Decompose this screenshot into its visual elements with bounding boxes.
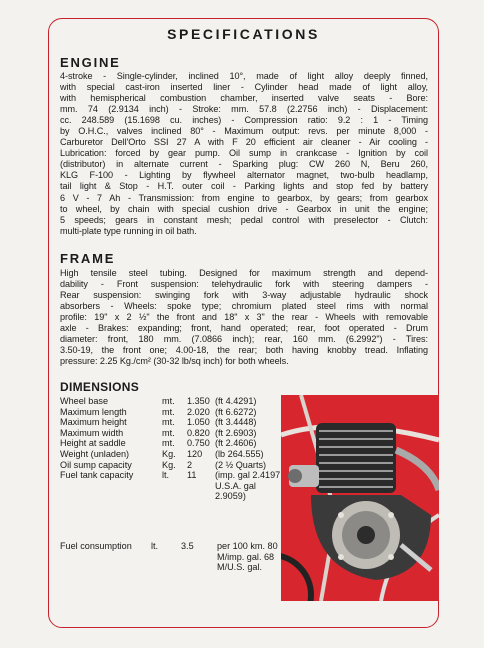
dimension-unit: Kg.: [162, 459, 176, 470]
dimension-row: [60, 417, 283, 428]
dimension-label: Maximum height: [60, 417, 127, 428]
engine-line: KLG F-100 - Lighting by flywheel alternator magnet, two-bulb headlamp,: [60, 170, 428, 181]
fuel-consumption-value: 3.5: [181, 541, 194, 551]
dimension-value: 120: [187, 448, 203, 459]
engine-line: Carburetor Dell'Orto SSI 27 A with F 20 efficient air cleaner - Air cooling -: [60, 137, 428, 148]
engine-line: multi-plate type running in oil bath.: [60, 225, 197, 236]
dimension-row: [60, 407, 283, 418]
dimension-unit: Kg.: [162, 448, 176, 459]
dimension-value: 1.350: [187, 396, 210, 406]
dimension-row: [60, 470, 283, 502]
frame-line: dability - Front suspension: telehydraulic fork with steering dampers -: [60, 279, 428, 290]
page-title: SPECIFICATIONS: [167, 26, 320, 42]
engine-line: Lubrication: forced by gear pump. Oil sump in crankcase - Ignition by coil: [60, 148, 428, 159]
dimension-alt: (ft 6.6272): [215, 406, 257, 417]
engine-line: to wheel, by chain with special cushion drive - Gearbox in unit the engine;: [60, 203, 428, 214]
dimension-unit: lt.: [162, 470, 170, 481]
dimension-label: Maximum width: [60, 427, 124, 438]
frame-line: axle - Brakes: expanding; front, hand operated; rear, foot operated - Drum: [60, 323, 428, 334]
dimension-unit: mt.: [162, 406, 175, 417]
engine-line: 5 speeds; gears in constant mesh; pedal control with preselector - Clutch:: [60, 214, 428, 225]
dimension-label: Maximum length: [60, 406, 127, 417]
engine-line: with hemispherical combustion chamber, inserted valve seats - Bore:: [60, 93, 428, 104]
dimension-unit: mt.: [162, 417, 175, 428]
dimension-alt: (ft 3.4448): [215, 417, 257, 428]
dimension-value: 2.020: [187, 406, 210, 417]
fuel-consumption-alt: per 100 km. 80 M/imp. gal. 68 M/U.S. gal.: [217, 541, 278, 573]
dimension-value: 2: [187, 459, 193, 470]
engine-line: by O.H.C., valves inclined 80° - Maximum output: revs. per minute 8,000 -: [60, 126, 428, 137]
dimension-row: [60, 428, 283, 439]
dimension-unit: mt.: [162, 427, 175, 438]
dimension-label: Fuel tank capacity: [60, 470, 134, 481]
dimension-value: 11: [187, 470, 197, 481]
dimension-value: 0.820: [187, 427, 210, 438]
frame-heading: FRAME: [60, 251, 116, 266]
frame-line: diameter: front, 180 mm. (7.0866 inch); rear, 160 mm. (6.2992") - Tires:: [60, 334, 428, 345]
engine-line: 4-stroke - Single-cylinder, inclined 10°, made of light alloy deeply finned,: [60, 71, 428, 81]
dimension-row: [60, 460, 283, 471]
dimension-value: 0.750: [187, 438, 210, 449]
engine-photo: [281, 395, 439, 601]
engine-line: mm. 74 (2.9134 inch) - Stroke: mm. 57.8 (2.2756 inch) - Displacement:: [60, 104, 428, 115]
frame-line: pressure: 2.25 Kg./cm² (30-32 lb/sq inch) for both wheels.: [60, 356, 289, 367]
engine-line: 6 V - 7 Ah - Transmission: from engine to gearbox, by gears; from gearbox: [60, 192, 428, 203]
dimension-alt: (ft 2.4606): [215, 438, 257, 449]
dimension-unit: mt.: [162, 396, 175, 406]
engine-line: with special cast-iron inserted liner - Cylinder head made of light alloy,: [60, 82, 428, 93]
engine-line: (distributor) in alternate current - Sparking plug: CW 260 N, Beru 260,: [60, 159, 428, 170]
fuel-consumption-label: Fuel consumption: [60, 541, 132, 551]
dimension-label: Weight (unladen): [60, 448, 130, 459]
engine-line: tail light & Stop - H.T. outer coil - Parking lights and stop fed by battery: [60, 181, 428, 192]
engine-description: [60, 71, 428, 237]
dimension-row: [60, 449, 283, 460]
dimension-unit: mt.: [162, 438, 175, 449]
engine-illustration: [281, 395, 439, 601]
dimensions-table: [60, 396, 283, 502]
dimension-alt: (ft 4.4291): [215, 396, 257, 406]
engine-line: cc. 248.589 (15.1698 cu. inches) - Compression ratio: 9.2 : 1 - Timing: [60, 115, 428, 126]
dimension-label: Oil sump capacity: [60, 459, 132, 470]
fuel-consumption-unit: lt.: [151, 541, 159, 551]
dimension-label: Height at saddle: [60, 438, 126, 449]
dimension-row: [60, 438, 283, 449]
dimension-row: [60, 396, 283, 407]
frame-description: [60, 268, 428, 367]
dimension-alt: (ft 2.6903): [215, 427, 257, 438]
dimensions-heading: DIMENSIONS: [60, 380, 140, 394]
engine-heading: ENGINE: [60, 55, 121, 70]
dimension-alt: (imp. gal 2.4197 U.S.A. gal 2.9059): [215, 470, 281, 502]
dimension-label: Wheel base: [60, 396, 109, 406]
dimension-alt: (2 ½ Quarts): [215, 459, 267, 470]
frame-line: High tensile steel tubing. Designed for maximum strength and depend-: [60, 268, 428, 278]
dimension-alt: (lb 264.555): [215, 448, 264, 459]
frame-line: profile: 19" x 2 ½" the front and 18" x 3" the rear - Wheels with removable: [60, 312, 428, 323]
frame-line: absorbers - Wheels: spoke type; chromium plated steel rims with normal: [60, 301, 428, 312]
frame-line: 3.50-19, the front one; 4.00-18, the rear; both having knobby tread. Inflating: [60, 345, 428, 356]
frame-line: Rear suspension: swinging fork with 3-way adjustable hydraulic shock: [60, 290, 428, 301]
dimension-value: 1.050: [187, 417, 210, 428]
